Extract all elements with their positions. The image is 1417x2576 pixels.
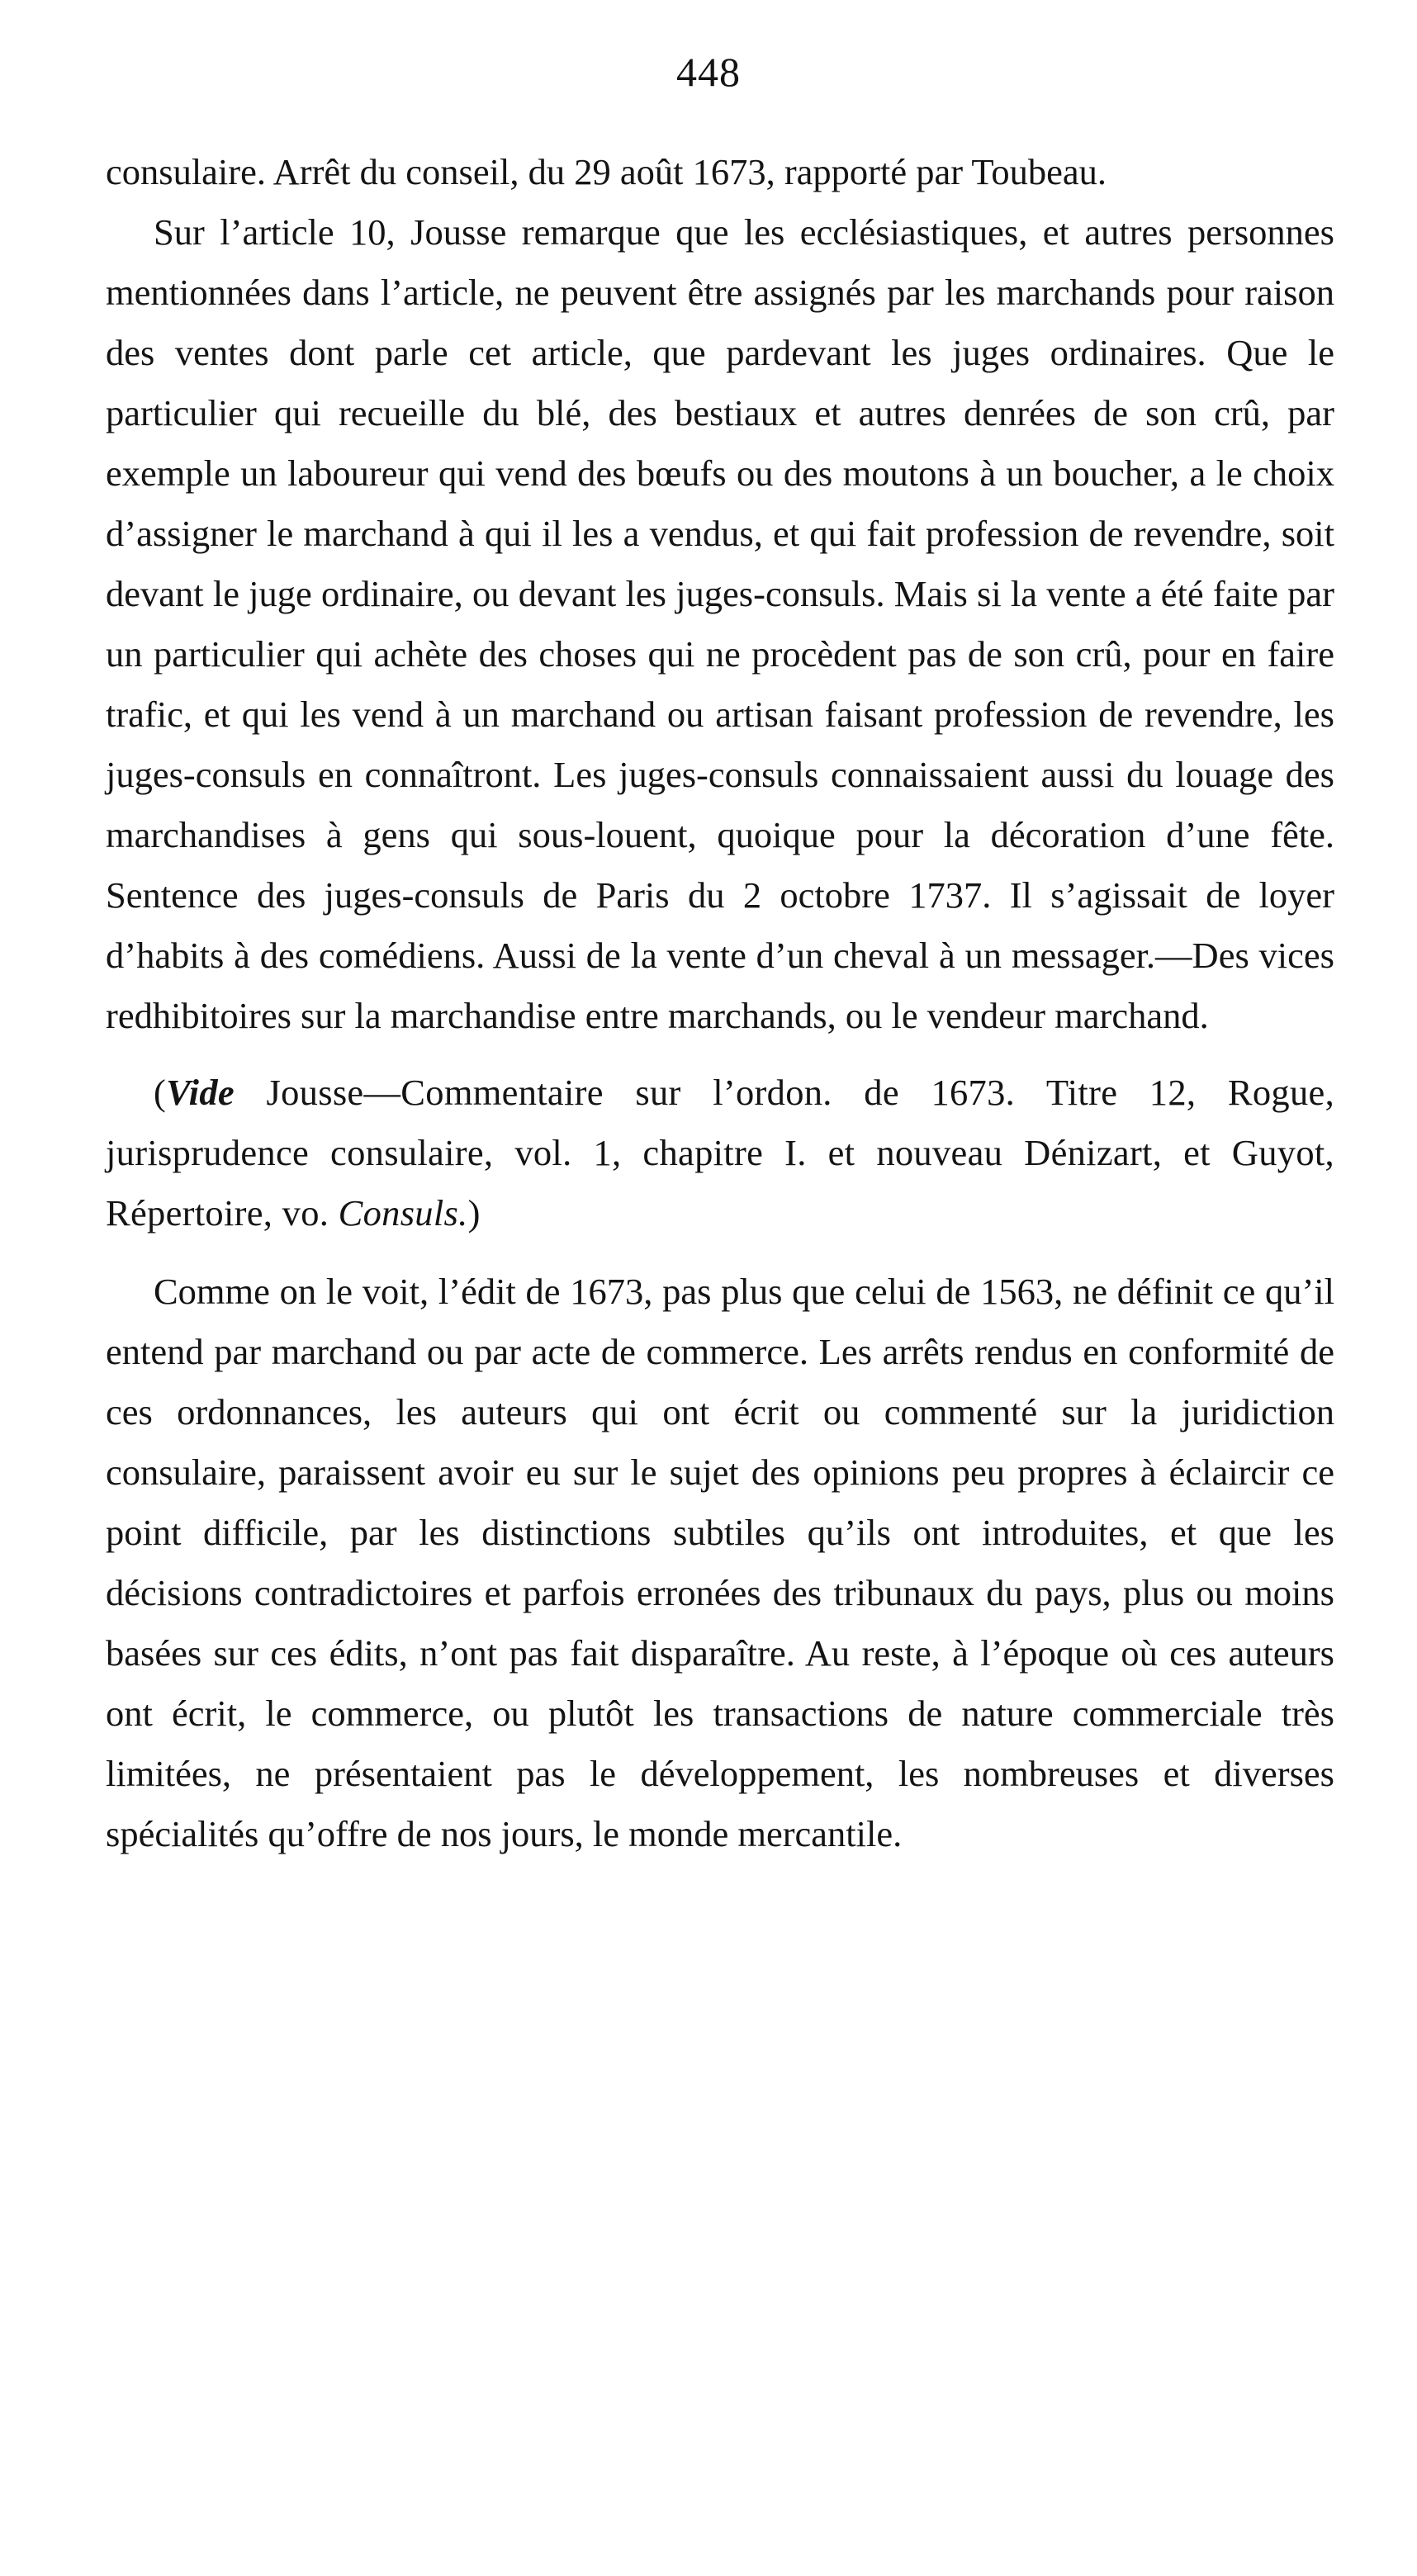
paragraph-edit-1673: Comme on le voit, l’édit de 1673, pas plus que celui de 1563, ne définit ce qu’il entend par marchand ou par acte de commerce. Les arrêts rendus en conformité de ces ordonnances, les auteurs qui ont écrit ou commenté sur la juridiction consulaire, paraissent avoir eu sur le sujet des opinions peu propres à éclaircir ce point difficile, par les distinctions subtiles qu’ils ont introduites, et que les décisions contradictoires et parfois erronées des tribunaux du pays, plus ou moins basées sur ces édits, n’ont pas fait disparaître. Au reste, à l’époque où ces auteurs ont écrit, le commerce, ou plutôt les transactions de nature commerciale très limitées, ne présentaient pas le développement, les nombreuses et diverses spécialités qu’offre de nos jours, le monde mercantile. (106, 1271, 1334, 1854)
note-text: Jousse—Commentaire sur l’ordon. de 1673. Titre 12, Rogue, jurisprudence consulaire, vol. 1, chapitre I. et nouveau Dénizart, et Guyot, Répertoire, vo. (106, 1072, 1334, 1234)
page-body (106, 142, 1334, 1864)
note-vide: Vide (166, 1072, 235, 1113)
paragraph-jousse-article-10: Sur l’article 10, Jousse remarque que les ecclésiastiques, et autres personnes mentionnées dans l’article, ne peuvent être assignés par les marchands pour raison des ventes dont parle cet article, que pardevant les juges ordinaires. Que le particulier qui recueille du blé, des bestiaux et autres denrées de son crû, par exemple un laboureur qui vend des bœufs ou des moutons à un boucher, a le choix d’assigner le marchand à qui il les a vendus, et qui fait profession de revendre, soit devant le juge ordinaire, ou devant les juges-consuls. Mais si la vente a été faite par un particulier qui achète des choses qui ne procèdent pas de son crû, pour en faire trafic, et qui les vend à un marchand ou artisan faisant profession de revendre, les juges-consuls en connaîtront. Les juges-consuls connaissaient aussi du louage des marchandises à gens qui sous-louent, quoique pour la décoration d’une fête. Sentence des juges-consuls de Paris du 2 octobre 1737. Il s’agissait de loyer d’habits à des comédiens. Aussi de la vente d’un cheval à un messager.—Des vices redhibitoires sur la marchandise entre marchands, ou le vendeur marchand. (106, 211, 1334, 1036)
note-close-paren: ) (467, 1192, 481, 1234)
paragraph-continuation: consulaire. Arrêt du conseil, du 29 août 1673, rapporté par Toubeau. (106, 151, 1107, 192)
note-consuls: Consuls. (338, 1192, 468, 1234)
citation-note (106, 1063, 1334, 1243)
page-number: 448 (676, 49, 741, 95)
note-open-paren: ( (154, 1072, 167, 1113)
